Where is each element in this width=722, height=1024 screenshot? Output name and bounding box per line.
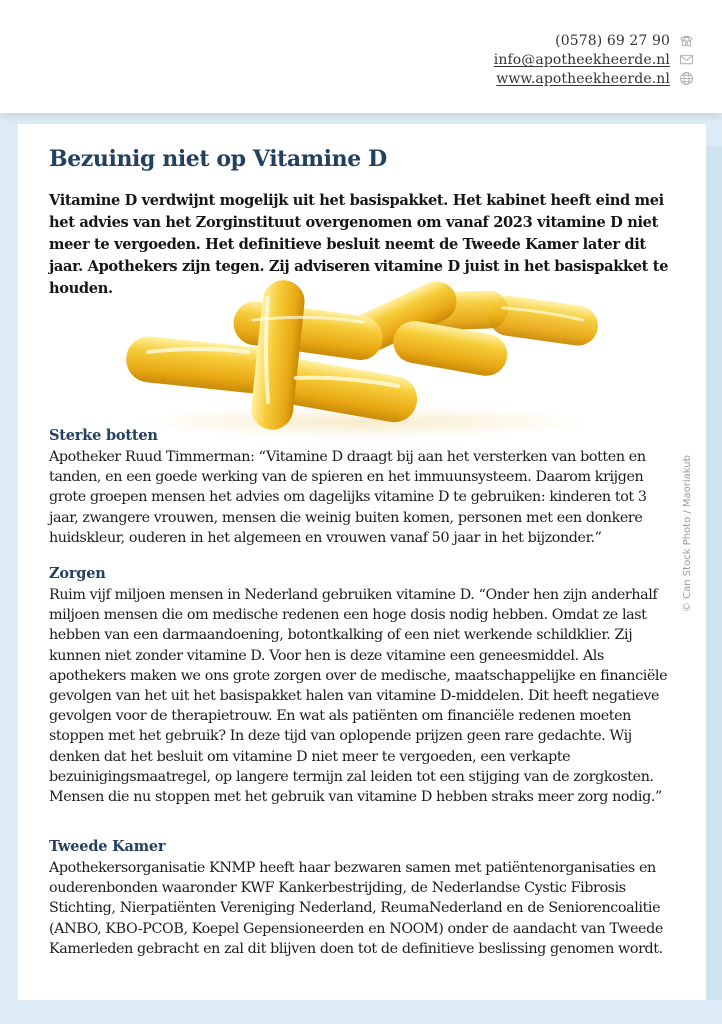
section-heading-zorgen: Zorgen bbox=[49, 565, 106, 582]
page-header bbox=[0, 0, 722, 113]
phone-number[interactable]: (0578) 69 27 90 bbox=[555, 33, 670, 49]
phone-contact[interactable] bbox=[555, 31, 670, 51]
side-accent-band bbox=[706, 146, 722, 1000]
phone-icon bbox=[679, 33, 694, 48]
email-contact[interactable] bbox=[494, 50, 670, 70]
vitamin-d-capsules-image bbox=[118, 272, 608, 440]
envelope-icon bbox=[679, 52, 694, 67]
section-body-sterke-botten: Apotheker Ruud Timmerman: “Vitamine D draagt bij aan het versterken van botten en tanden, en een goede werking van de spieren en het immuunsysteem. Daarom krijgen grote groepen mensen het advies om dagelijks vitamine D te gebruiken: kinderen tot 3 jaar, zwangere vrouwen, mensen die weinig buiten komen, personen met een donkere huidskleur, ouderen in het algemeen en vrouwen vanaf 50 jaar in het bijzonder.” bbox=[49, 449, 647, 546]
article-title: Bezuinig niet op Vitamine D bbox=[49, 146, 387, 172]
photo-credit: © Can Stock Photo / Maoriakub bbox=[682, 455, 693, 612]
email-link[interactable]: info@apotheekheerde.nl bbox=[493, 52, 670, 68]
website-link[interactable]: www.apotheekheerde.nl bbox=[496, 71, 670, 87]
globe-icon bbox=[679, 71, 694, 86]
section-body-tweede-kamer: Apothekersorganisatie KNMP heeft haar bezwaren samen met patiëntenorganisaties en ouderenbonden waaronder KWF Kankerbestrijding, de Nederlandse Cystic Fibrosis Stichting, Nierpatiënten Vereniging Nederland, ReumaNederland en de Seniorencoalitie (ANBO, KBO-PCOB, Koepel Gepensioneerden en NOOM) onder de aandacht van Tweede Kamerleden gebracht en zal dit blijven doen tot de definitieve beslissing genomen wordt. bbox=[49, 860, 663, 957]
section-body-zorgen: Ruim vijf miljoen mensen in Nederland gebruiken vitamine D. “Onder hen zijn anderhalf miljoen mensen die om medische redenen een hoge dosis nodig hebben. Omdat ze last hebben van een darmaandoening, botontkalking of een niet werkende schildklier. Zij kunnen niet zonder vitamine D. Voor hen is deze vitamine een geneesmiddel. Als apothekers maken we ons grote zorgen over de medische, maatschappelijke en financiële gevolgen van het uit het basispakket halen van vitamine D-middelen. Dit heeft negatieve gevolgen voor de therapietrouw. En wat als patiënten om financiële redenen moeten stoppen met het gebruik? In deze tijd van oplopende prijzen geen rare gedachte. Wij denken dat het besluit om vitamine D niet meer te vergoeden, een verkapte bezuinigingsmaatregel, op langere termijn zal leiden tot een stijging van de zorgkosten. Mensen die nu stoppen met het gebruik van vitamine D hebben straks meer zorg nodig.” bbox=[49, 587, 668, 806]
section-heading-tweede-kamer: Tweede Kamer bbox=[49, 838, 166, 855]
section-heading-sterke-botten: Sterke botten bbox=[49, 427, 158, 444]
article-intro: Vitamine D verdwijnt mogelijk uit het basispakket. Het kabinet heeft eind mei het advies van het Zorginstituut overgenomen om vanaf 2023 vitamine D niet meer te vergoeden. Het definitieve besluit neemt de Tweede Kamer later dit jaar. Apothekers zijn tegen. Zij adviseren vitamine D juist in het basispakket te houden. bbox=[49, 192, 669, 297]
website-contact[interactable] bbox=[496, 69, 670, 89]
